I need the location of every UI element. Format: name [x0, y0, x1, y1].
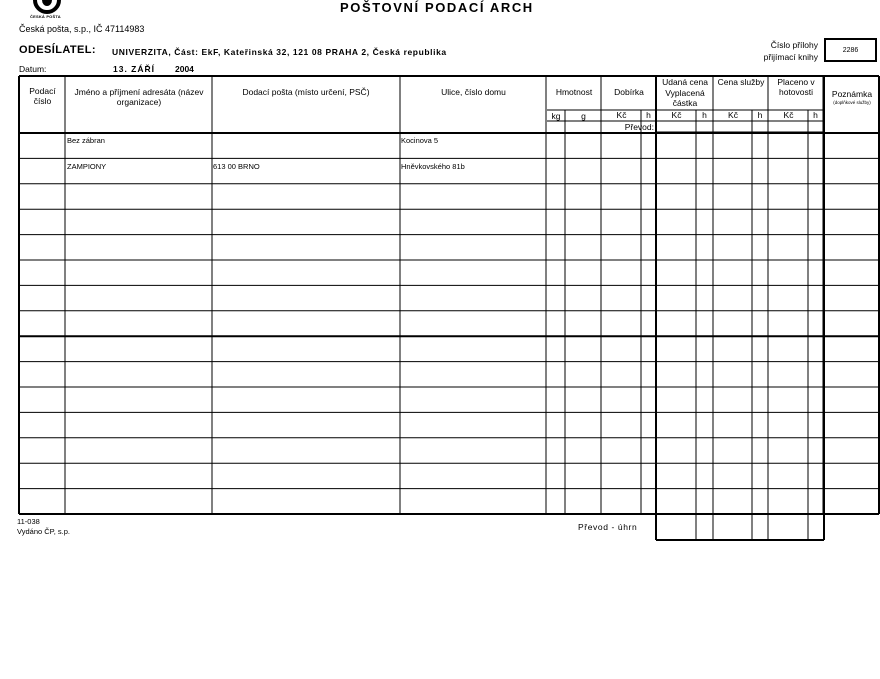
col-cena-sluzby: Cena služby: [717, 77, 765, 87]
sub-kc-udana: Kč: [671, 110, 682, 120]
col-udana-cena: Udaná cena: [662, 77, 708, 87]
date-value[interactable]: 13. ZÁŘÍ: [113, 64, 156, 74]
col-jmeno: Jméno a příjmení adresáta (název organizace): [74, 87, 204, 107]
date-year[interactable]: 2004: [175, 64, 194, 74]
row2-posta[interactable]: 613 00 BRNO: [213, 162, 260, 171]
sender-value[interactable]: UNIVERZITA, Část: EkF, Kateřinská 32, 121 08 PRAHA 2, Česká republika: [112, 47, 447, 57]
sender-label: ODESÍLATEL:: [19, 44, 96, 56]
col-dobirka: Dobírka: [614, 87, 644, 97]
sub-g: g: [581, 111, 586, 121]
col-dodaci-posta: Dodací pošta (místo určení, PSČ): [242, 87, 370, 97]
col-hmotnost: Hmotnost: [555, 87, 593, 97]
issued-by: Vydáno ČP, s.p.: [17, 527, 70, 536]
sub-kc-placeno: Kč: [783, 110, 794, 120]
attachment-number-field[interactable]: 2286: [824, 38, 877, 62]
row2-jmeno[interactable]: ZAMPIONY: [67, 162, 107, 171]
col-poznamka: Poznámka: [831, 89, 873, 99]
logo-text: ČESKÁ POŠTA: [30, 14, 61, 19]
date-label: Datum:: [19, 64, 47, 74]
sub-h-placeno: h: [813, 110, 818, 120]
total-label: Převod - úhrn: [578, 522, 638, 532]
sub-h-udana: h: [702, 110, 707, 120]
attachment-label: Číslo přílohy přijímací knihy: [763, 40, 818, 62]
row2-ulice[interactable]: Hněvkovského 81b: [401, 162, 465, 171]
sub-h-cena: h: [757, 110, 763, 120]
sub-prevod: Převod:: [624, 122, 654, 132]
sub-kg: kg: [551, 111, 561, 121]
row1-jmeno[interactable]: Bez zábran: [67, 136, 105, 145]
page-title: POŠTOVNÍ PODACÍ ARCH: [340, 0, 534, 15]
sub-h-dobirka: h: [646, 110, 651, 120]
company-info: Česká pošta, s.p., IČ 47114983: [19, 24, 145, 34]
col-poznamka-sub: (doplňkové služby): [833, 100, 871, 105]
form-code: 11-038: [17, 517, 40, 526]
col-vyplacena-castka: Vyplacená částka: [665, 88, 705, 108]
col-podaci-cislo: Podací číslo: [29, 86, 56, 106]
col-placeno: Placeno v hotovosti: [777, 77, 815, 97]
sub-kc-cena: Kč: [728, 110, 738, 120]
sub-kc-dobirka: Kč: [616, 110, 627, 120]
row1-ulice[interactable]: Kocinova 5: [401, 136, 439, 145]
col-ulice: Ulice, číslo domu: [441, 87, 506, 97]
